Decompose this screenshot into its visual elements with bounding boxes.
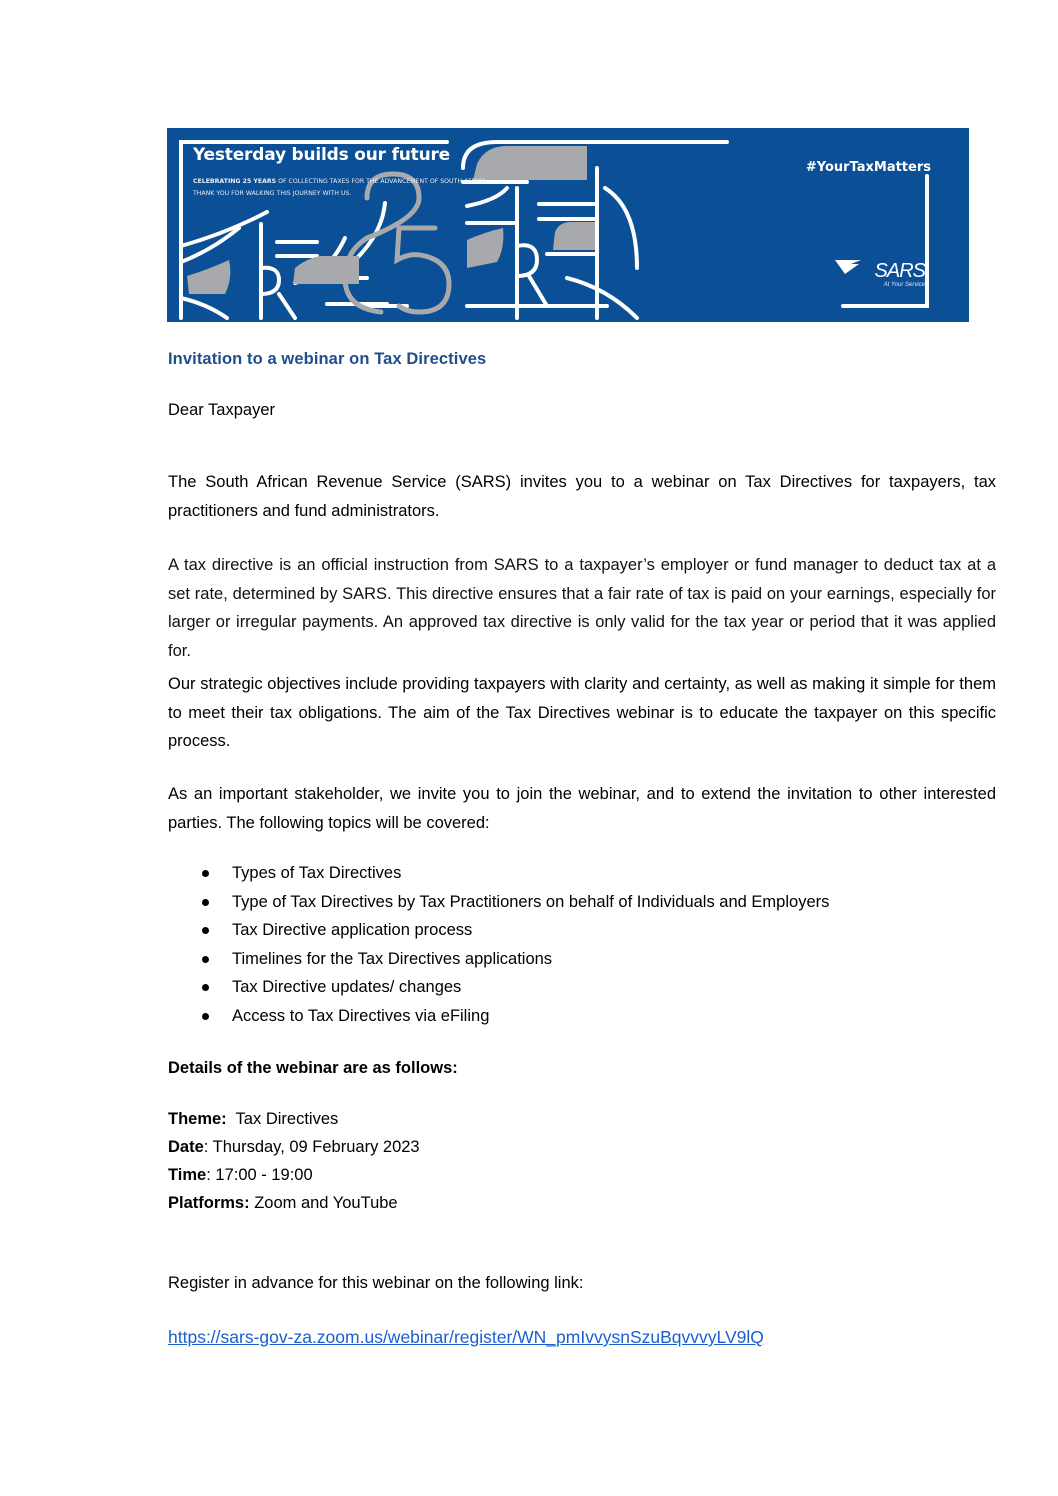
detail-label: Date [168,1138,204,1156]
list-item [198,945,829,974]
sars-25-years-banner [167,128,969,322]
registration-link[interactable]: https://sars-gov-za.zoom.us/webinar/register/WN_pmIvvysnSzuBqvvvyLV9lQ [168,1327,764,1347]
banner-subtitle-bold: CELEBRATING 25 YEARS [193,178,277,185]
list-item [198,888,829,917]
sars-logo [835,260,925,292]
webinar-details [168,1105,420,1217]
sars-chevron-icon [835,260,861,274]
topic-text: Types of Tax Directives [232,864,402,882]
bullet-icon [202,1013,209,1020]
topics-list [198,859,829,1030]
detail-value: : 17:00 - 19:00 [206,1166,313,1184]
invitation-paragraph: As an important stakeholder, we invite you to join the webinar, and to extend the invitation to other interested parties. The following topics will be covered: [168,785,996,832]
topic-text: Tax Directive application process [232,921,473,939]
objectives-paragraph: Our strategic objectives include providing taxpayers with clarity and certainty, as well as making it simple for them to meet their tax obligations. The aim of the Tax Directives webinar is to educate the taxpayer on this specific process. [168,675,996,750]
banner-subtitle-rest: OF COLLECTING TAXES FOR THE ADVANCEMENT OF SOUTH AFRICA. [276,178,489,185]
list-item [198,1002,829,1031]
topic-text: Timelines for the Tax Directives applications [232,949,553,968]
detail-time [168,1161,420,1189]
bullet-icon [202,927,209,934]
directive-definition-paragraph: A tax directive is an official instruction from SARS to a taxpayer’s employer or fund manager to deduct tax at a set rate, determined by SARS. This directive ensures that a fair rate of tax is paid on your earnings, especially for larger or irregular payments. An approved tax directive is only valid for the tax year or period that it was applied for. [168,556,996,660]
detail-label: Time [168,1166,207,1184]
banner-subtitle [193,177,488,198]
topic-text: Tax Directive updates/ changes [232,978,462,996]
detail-label: Theme: [168,1110,227,1128]
list-item [198,859,829,888]
bullet-icon [202,956,209,963]
greeting: Dear Taxpayer [168,401,276,419]
list-item [198,973,829,1002]
list-item [198,916,829,945]
banner-subtitle-thanks: THANK YOU FOR WALKING THIS JOURNEY WITH US. [193,190,352,197]
sars-logo-tagline: At Your Service [883,282,925,288]
page-title: Invitation to a webinar on Tax Directives [168,350,487,368]
bullet-icon [202,899,209,906]
sars-logo-text: SARS [874,260,925,282]
intro-paragraph: The South African Revenue Service (SARS) invites you to a webinar on Tax Directives for taxpayers, tax practitioners and fund administrators. [168,473,996,520]
topic-text: Type of Tax Directives by Tax Practitioners on behalf of Individuals and Employers [232,892,830,911]
detail-theme [168,1105,420,1133]
bullet-icon [202,870,209,877]
topic-text: Access to Tax Directives via eFiling [232,1006,490,1025]
detail-label: Platforms: [168,1194,250,1212]
detail-value: Zoom and YouTube [249,1194,398,1212]
detail-platforms [168,1189,420,1217]
register-instruction: Register in advance for this webinar on the following link: [168,1274,584,1292]
bullet-icon [202,984,209,991]
detail-value: Tax Directives [226,1110,339,1128]
hashtag: #YourTaxMatters [805,160,931,175]
details-heading: Details of the webinar are as follows: [168,1059,458,1077]
banner-title: Yesterday builds our future [193,145,451,165]
detail-value: : Thursday, 09 February 2023 [203,1138,420,1156]
detail-date [168,1133,420,1161]
